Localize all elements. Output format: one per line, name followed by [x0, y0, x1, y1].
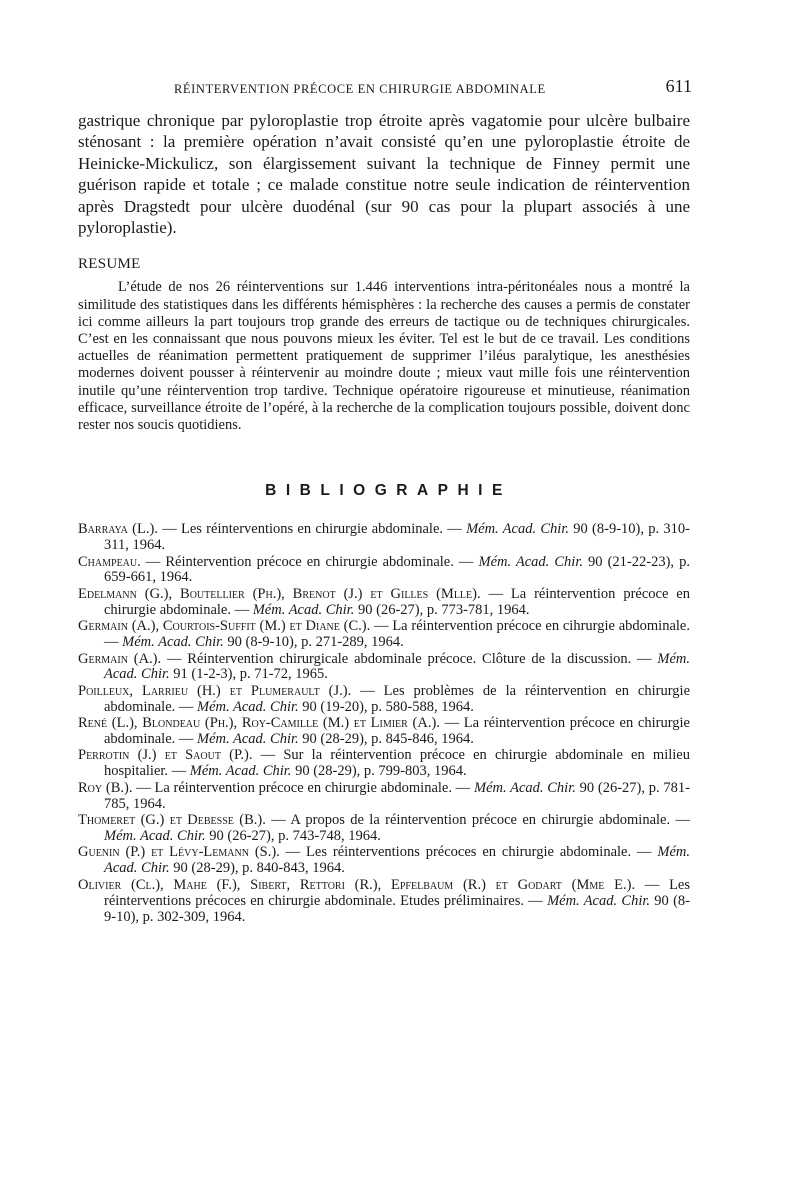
reference-title: — La réintervention précoce en chirurgie abdominale. — — [132, 779, 474, 796]
reference-entry — [78, 716, 690, 748]
reference-journal: Mém. Acad. Chir. — [104, 827, 206, 844]
reference-entry — [78, 522, 690, 554]
reference-title: — Les problèmes de la réintervention en chirurgie abdominale. — — [104, 682, 691, 715]
summary-paragraph: L’étude de nos 26 réinterventions sur 1.446 interventions intra-péritonéales nous a montré la similitude des statistiques dans les différents hémisphères : la recherche des causes a permis de constater ici comme ailleurs la part toujours trop grande des erreurs de tactique ou de techniques chirurgicales. C’est en les connaissant que nous pouvons mieux les éviter. Tel est le but de ce travail. Les conditions actuelles de réanimation permettent pratiquement de supprimer l’iléus paralytique, les anesthésies modernes doivent pousser à réintervenir au moindre doute ; mieux vaut mille fois une réintervention inutile qu’une réintervention trop tardive. Technique opératoire rigoureuse et minutieuse, réanimation efficace, surveillance étroite de l’opéré, à la recherche de la complication toujours possible, doivent donc rester nos soucis quotidiens. — [78, 279, 690, 434]
reference-title: — Les réinterventions précoces en chirurgie abdominale. Etudes préliminaires. — — [104, 876, 691, 909]
reference-authors: Barraya (L.). — [78, 521, 158, 538]
reference-title: — La réintervention précoce en chirurgie abdominale. — — [104, 715, 690, 748]
reference-journal: Mém. Acad. Chir. — [252, 601, 355, 618]
reference-details: 90 (8-9-10), p. 271-289, 1964. — [223, 634, 404, 651]
reference-title: — La réintervention précoce en chirurgie abdominale. — — [104, 585, 690, 618]
reference-journal: Mém. Acad. Chir. — [197, 731, 299, 748]
reference-journal: Mém. Acad. Chir. — [466, 521, 569, 538]
reference-details: 90 (28-29), p. 840-843, 1964. — [169, 860, 345, 877]
reference-entry — [78, 813, 690, 845]
reference-details: 90 (28-29), p. 799-803, 1964. — [291, 763, 467, 780]
reference-entry — [78, 748, 690, 780]
reference-entry — [78, 652, 690, 684]
reference-entry — [78, 781, 690, 813]
reference-authors: René (L.), Blondeau (Ph.), Roy-Camille (M.) et Limier (A.). — [78, 715, 440, 732]
bibliography-heading: BIBLIOGRAPHIE — [265, 482, 512, 500]
body-paragraph: gastrique chronique par pyloroplastie trop étroite après vagatomie pour ulcère bulbaire sténosant : la première opération n’avait consisté qu’en une pyloroplastie étroite de Heinicke-Mickulicz, son élargissement suivant la technique de Finney permit une guérison rapide et totale ; ce malade constitue notre seule indication de réintervention après Dragstedt pour ulcère duodénal (sur 90 cas pour la plupart associés à une pyloroplastie). — [78, 111, 690, 238]
reference-details: 90 (19-20), p. 580-588, 1964. — [298, 698, 474, 715]
reference-journal: Mém. Acad. Chir. — [104, 650, 690, 683]
reference-title: — Les réinterventions en chirurgie abdominale. — — [157, 521, 467, 538]
reference-journal: Mém. Acad. Chir. — [478, 553, 583, 570]
reference-entry — [78, 845, 690, 877]
reference-journal: Mém. Acad. Chir. — [547, 892, 651, 909]
reference-journal: Mém. Acad. Chir. — [473, 779, 576, 796]
reference-title: — La réintervention précoce en cihrurgie abdominale. — — [104, 618, 690, 651]
reference-authors: Olivier (Cl.), Mahe (F.), Sibert, Rettori (R.), Epfelbaum (R.) et Godart (Mme E.). — [78, 876, 636, 893]
document-page — [78, 74, 690, 926]
reference-entry — [78, 555, 690, 587]
reference-title: — Sur la réintervention précoce en chirurgie abdominale en milieu hospitalier. — — [104, 747, 690, 780]
reference-journal: Mém. Acad. Chir. — [104, 844, 691, 877]
reference-authors: Germain (A.). — [78, 650, 162, 667]
reference-authors: Germain (A.), Courtois-Suffit (M.) et Diane (C.). — [78, 618, 371, 635]
reference-details: 90 (26-27), p. 743-748, 1964. — [205, 827, 381, 844]
reference-authors: Edelmann (G.), Boutellier (Ph.), Brenot (J.) et Gilles (Mlle). — [78, 585, 481, 602]
reference-details: 90 (8-9-10), p. 310-311, 1964. — [104, 521, 690, 554]
reference-details: 90 (21-22-23), p. 659-661, 1964. — [104, 553, 690, 586]
reference-details: 90 (26-27), p. 781-785, 1964. — [104, 779, 690, 812]
reference-entry — [78, 684, 690, 716]
reference-details: 91 (1-2-3), p. 71-72, 1965. — [169, 666, 328, 683]
reference-authors: Thomeret (G.) et Debesse (B.). — [78, 812, 266, 829]
reference-details: 90 (8-9-10), p. 302-309, 1964. — [104, 892, 690, 925]
reference-entry — [78, 878, 690, 926]
reference-authors: Champeau. — [78, 553, 141, 570]
reference-details: 90 (26-27), p. 773-781, 1964. — [354, 601, 530, 618]
reference-title: — Réintervention précoce en chirurgie abdominale. — — [140, 553, 479, 570]
reference-journal: Mém. Acad. Chir. — [189, 763, 292, 780]
reference-title: — Réintervention chirurgicale abdominale précoce. Clôture de la discussion. — — [161, 650, 658, 667]
reference-authors: Guenin (P.) et Lévy-Lemann (S.). — [78, 844, 280, 861]
reference-authors: Poilleux, Larrieu (H.) et Plumerault (J.). — [78, 682, 352, 699]
summary-heading: RESUME — [78, 256, 141, 273]
reference-authors: Roy (B.). — [78, 779, 133, 796]
reference-list — [78, 522, 690, 925]
reference-journal: Mém. Acad. Chir. — [197, 698, 299, 715]
page-number: 611 — [665, 76, 692, 96]
running-title: RÉINTERVENTION PRÉCOCE EN CHIRURGIE ABDOMINALE — [174, 82, 546, 96]
reference-title: — Les réinterventions précoces en chirurgie abdominale. — — [279, 844, 658, 861]
reference-authors: Perrotin (J.) et Saout (P.). — [78, 747, 253, 764]
reference-title: — A propos de la réintervention précoce en chirurgie abdominale. — — [265, 812, 690, 829]
reference-entry — [78, 587, 690, 619]
reference-details: 90 (28-29), p. 845-846, 1964. — [298, 731, 474, 748]
reference-entry — [78, 619, 690, 651]
reference-journal: Mém. Acad. Chir. — [122, 634, 224, 651]
running-head — [78, 74, 690, 102]
